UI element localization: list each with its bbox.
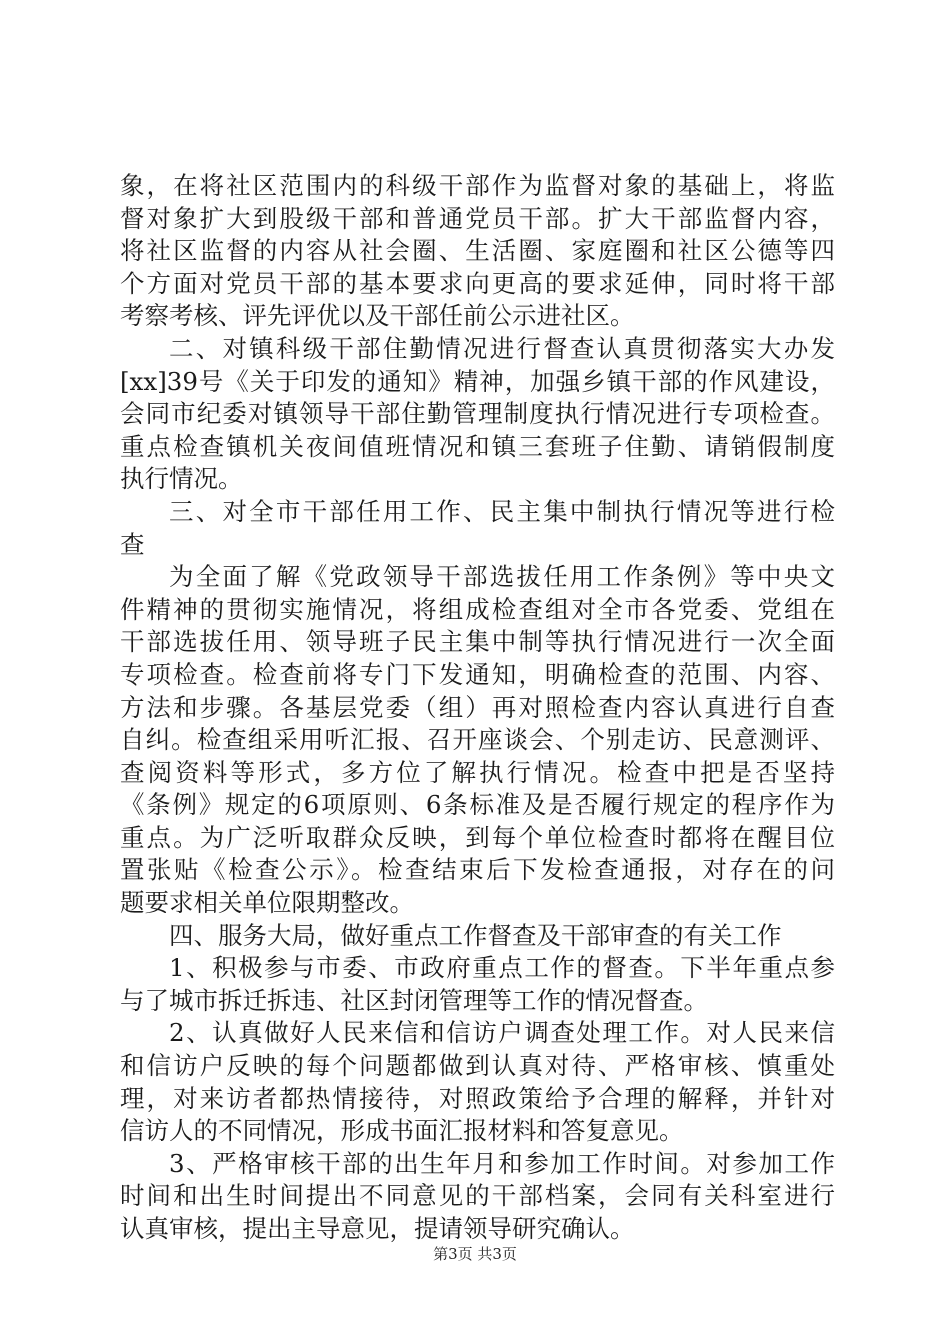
text-line: 题要求相关单位限期整改。 <box>120 888 414 918</box>
text-line: 与了城市拆迁拆违、社区封闭管理等工作的情况督查。 <box>120 985 708 1015</box>
text-line: 《条例》规定的6项原则、6条标准及是否履行规定的程序作为 <box>120 790 835 820</box>
document-body <box>120 170 835 1246</box>
text-line: 干部选拔任用、领导班子民主集中制等执行情况进行一次全面 <box>120 627 835 657</box>
text-line: 认真审核，提出主导意见，提请领导研究确认。 <box>120 1214 635 1243</box>
text-line: 重点检查镇机关夜间值班情况和镇三套班子住勤、请销假制度 <box>120 431 835 461</box>
text-line: 1、积极参与市委、市政府重点工作的督查。下半年重点参 <box>169 953 835 983</box>
text-line: 和信访户反映的每个问题都做到认真对待、严格审核、慎重处 <box>120 1051 835 1081</box>
text-line: [xx]39号《关于印发的通知》精神，加强乡镇干部的作风建设， <box>120 366 835 396</box>
text-line: 自纠。检查组采用听汇报、召开座谈会、个别走访、民意测评、 <box>120 725 835 755</box>
text-line: 四、服务大局，做好重点工作督查及干部审查的有关工作 <box>169 920 782 950</box>
text-line: 二、对镇科级干部住勤情况进行督查认真贯彻落实大办发 <box>169 333 835 363</box>
text-line: 督对象扩大到股级干部和普通党员干部。扩大干部监督内容， <box>120 203 835 233</box>
text-line: 为全面了解《党政领导干部选拔任用工作条例》等中央文 <box>169 562 835 592</box>
text-line: 会同市纪委对镇领导干部住勤管理制度执行情况进行专项检查。 <box>120 399 835 429</box>
text-line: 时间和出生时间提出不同意见的干部档案，会同有关科室进行 <box>120 1181 835 1211</box>
text-line: 考察考核、评先评优以及干部任前公示进社区。 <box>120 301 635 331</box>
text-line: 3、严格审核干部的出生年月和参加工作时间。对参加工作 <box>169 1148 835 1178</box>
text-line: 理，对来访者都热情接待，对照政策给予合理的解释，并针对 <box>120 1083 835 1113</box>
text-line: 置张贴《检查公示》。检查结束后下发检查通报，对存在的问 <box>120 855 835 885</box>
text-line: 方法和步骤。各基层党委（组）再对照检查内容认真进行自查 <box>120 692 835 722</box>
text-line: 2、认真做好人民来信和信访户调查处理工作。对人民来信 <box>169 1018 835 1048</box>
text-line: 重点。为广泛听取群众反映，到每个单位检查时都将在醒目位 <box>120 822 835 852</box>
text-line: 信访人的不同情况，形成书面汇报材料和答复意见。 <box>120 1116 684 1146</box>
text-line: 查 <box>120 529 145 559</box>
text-line: 象，在将社区范围内的科级干部作为监督对象的基础上，将监 <box>120 171 835 200</box>
text-line: 件精神的贯彻实施情况，将组成检查组对全市各党委、党组在 <box>120 594 835 624</box>
text-line: 将社区监督的内容从社会圈、生活圈、家庭圈和社区公德等四 <box>120 236 835 266</box>
page-footer: 第3页 共3页 <box>433 1245 517 1263</box>
text-line: 专项检查。检查前将专门下发通知，明确检查的范围、内容、 <box>120 659 835 689</box>
text-line: 个方面对党员干部的基本要求向更高的要求延伸，同时将干部 <box>120 268 835 298</box>
text-line: 执行情况。 <box>120 464 243 494</box>
text-line: 查阅资料等形式，多方位了解执行情况。检查中把是否坚持 <box>120 757 835 787</box>
text-line: 三、对全市干部任用工作、民主集中制执行情况等进行检 <box>169 496 835 526</box>
